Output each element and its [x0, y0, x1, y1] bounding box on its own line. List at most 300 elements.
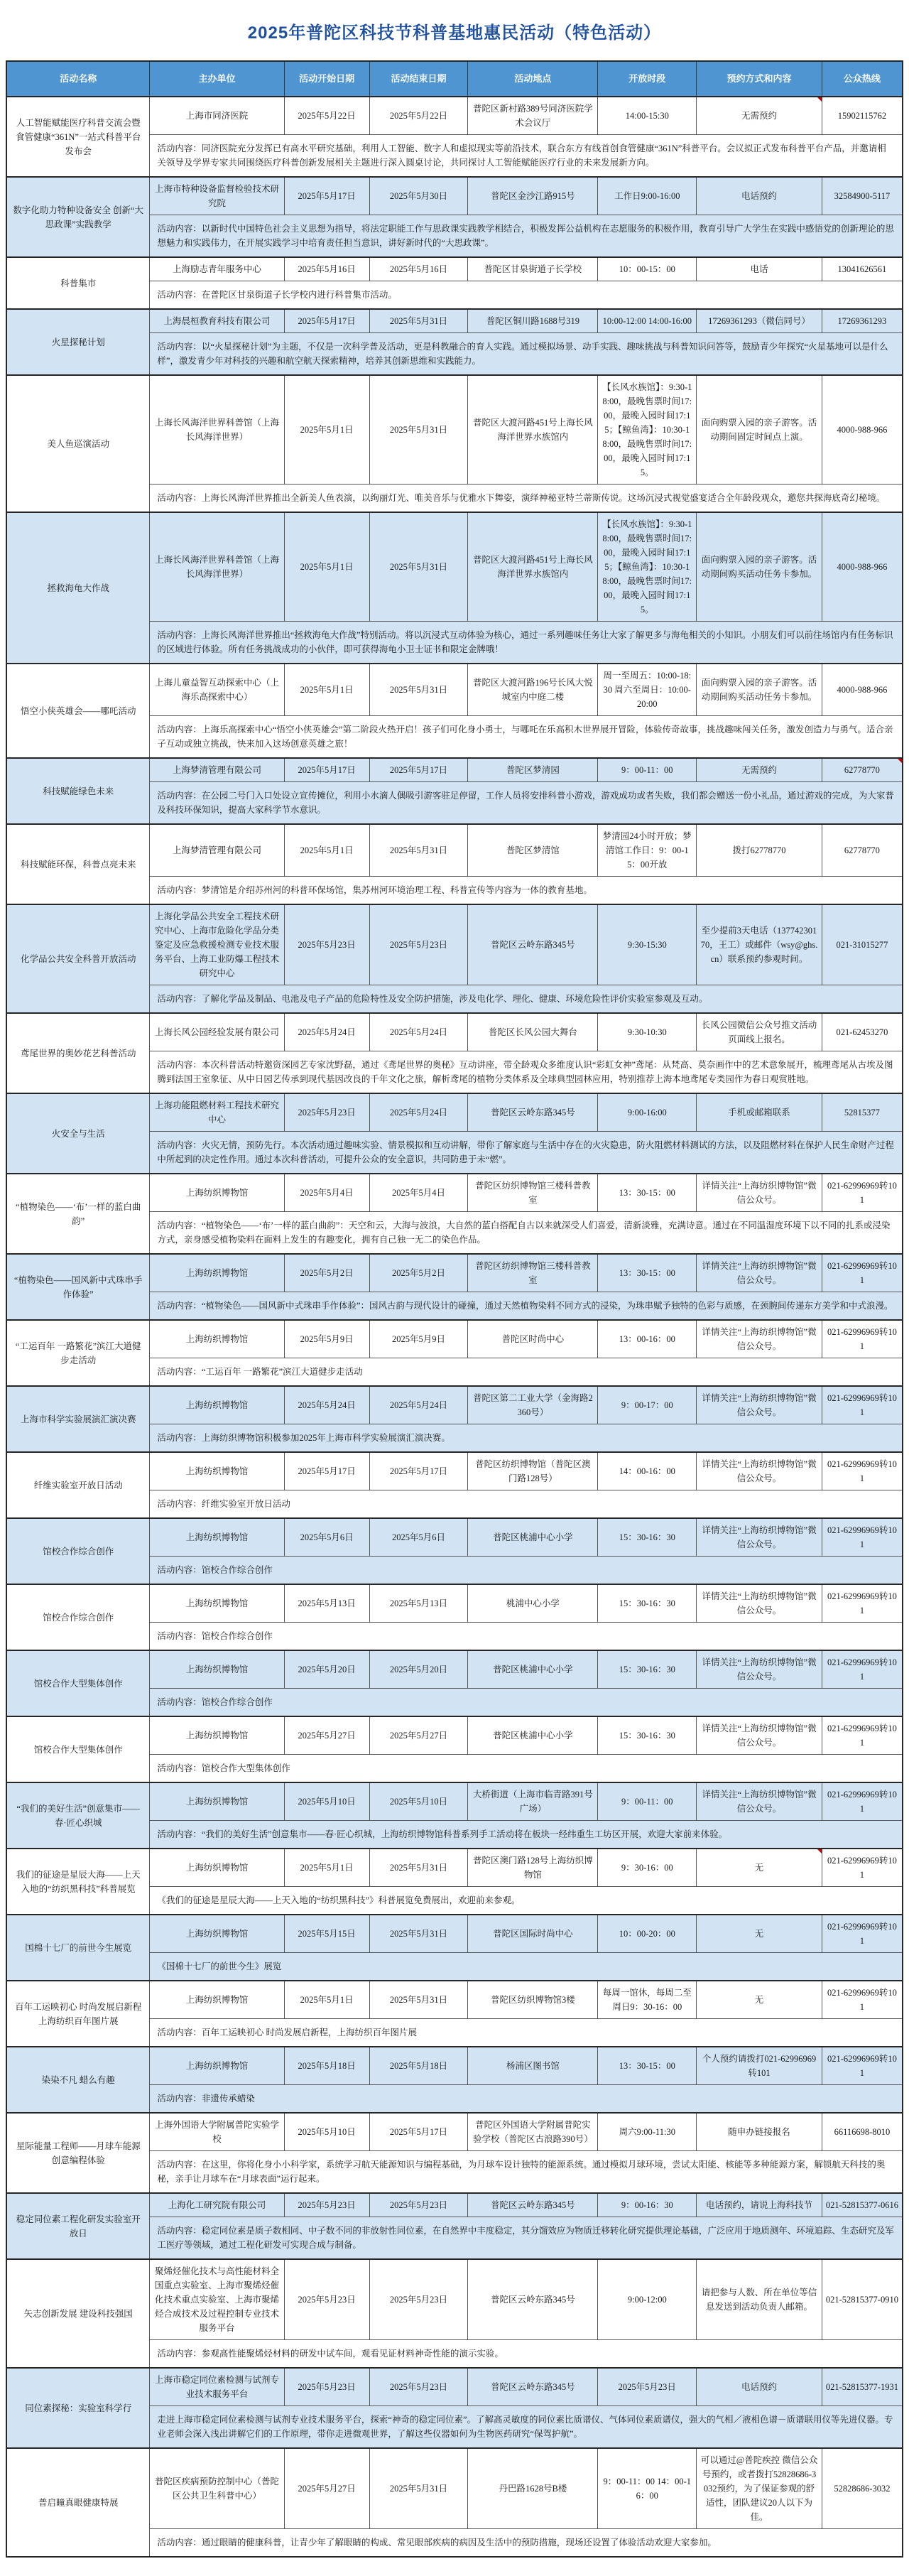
organizer-cell: 上海励志青年服务中心	[150, 257, 284, 281]
activity-content-cell: 活动内容：上海长风海洋世界推出“拯救海龟大作战”特别活动。将以沉浸式互动体验为核心，通过一系列趣味任务让大家了解更多与海龟相关的小知识。小朋友们可以前往场馆内有任务标识的区域进行体验。所有任务挑战成功的小伙伴，即可获得海龟小卫士证书和限定金牌哦！	[150, 622, 903, 664]
end-date-cell: 2025年5月23日	[369, 2259, 468, 2340]
booking-cell: 详情关注“上海纺织博物馆”微信公众号。	[697, 1320, 822, 1358]
hotline-cell: 66116698-8010	[822, 2113, 903, 2151]
start-date-cell: 2025年5月18日	[284, 2047, 369, 2085]
activity-name-cell: 染染不凡 蜡么有趣	[6, 2047, 150, 2113]
organizer-cell: 上海纺织博物馆	[150, 1320, 284, 1358]
open-hours-cell: 周六9:00-11:30	[598, 2113, 697, 2151]
activity-name-cell: 悟空小侠英雄会——哪吒活动	[6, 664, 150, 758]
activity-content-cell: 活动内容：了解化学品及制品、电池及电子产品的危险特性及安全防护措施，涉及电化学、理化、健康、环境危险性评价实验室参观及互动。	[150, 985, 903, 1014]
page-title: 2025年普陀区科技节科普基地惠民活动（特色活动）	[247, 23, 662, 43]
activity-content-cell: 活动内容：同济医院充分发挥已有高水平研究基础，利用人工智能、数字人和虚拟现实等前沿技术，联合东方有线首创食管健康“361N”科普平台。会议拟正式发布科普平台产品，并邀请相关领导及学界专家共同围绕医疗科普创新发展相关主题进行深入圆桌讨论，共同探讨人工智能赋能医疗行业的未来发展新方向。	[150, 135, 903, 178]
hotline-cell: 021-62996969转101	[822, 1915, 903, 1953]
activity-name-cell: 普启瞳真眼健康特展	[6, 2448, 150, 2557]
activity-name-cell: 化学品公共安全科普开放活动	[6, 904, 150, 1013]
organizer-cell: 上海梦清管理有限公司	[150, 824, 284, 877]
activity-name-cell: 纤维实验室开放日活动	[6, 1452, 150, 1518]
open-hours-cell: 9：00-11：00 14：00-16：00	[598, 2448, 697, 2529]
activity-content-cell: 活动内容：火灾无情，预防先行。本次活动通过趣味实验、情景模拟和互动讲解，带你了解家庭与生活中存在的火灾隐患，防火阻燃材料测试的方法，以及阻燃材料在保护人民生命财产过程中所起到的决定性作用。通过本次科普活动，可提升公众的安全意识，共同防患于未“燃”。	[150, 1132, 903, 1174]
activity-content-cell: 《国棉十七厂的前世今生》展览	[150, 1953, 903, 1981]
start-date-cell: 2025年5月17日	[284, 309, 369, 333]
start-date-cell: 2025年5月1日	[284, 375, 369, 485]
organizer-cell: 上海纺织博物馆	[150, 1782, 284, 1821]
activity-name-cell: 我们的征途是星辰大海——上天入地的“纺织黑科技”科普展览	[6, 1849, 150, 1915]
organizer-cell: 聚烯烃催化技术与高性能材料全国重点实验室、上海市聚烯烃催化技术重点实验室、上海市聚烯烃合成技术及过程控制专业技术服务平台	[150, 2259, 284, 2340]
start-date-cell: 2025年5月9日	[284, 1320, 369, 1358]
hotline-cell: 021-62996969转101	[822, 1650, 903, 1689]
end-date-cell: 2025年5月18日	[369, 2047, 468, 2085]
activity-row	[6, 1716, 903, 1755]
location-cell: 桃浦中心小学	[468, 1584, 598, 1623]
activity-name-cell: “我们的美好生活”创意集市——春·匠心织城	[6, 1782, 150, 1849]
activity-name-cell: “工运百年 一路繁花”滨江大道健步走活动	[6, 1320, 150, 1386]
end-date-cell: 2025年5月27日	[369, 1716, 468, 1755]
organizer-cell: 上海纺织博物馆	[150, 1386, 284, 1424]
activity-content-cell: 活动内容：在普陀区甘泉街道子长学校内进行科普集市活动。	[150, 281, 903, 310]
booking-cell: 详情关注“上海纺织博物馆”微信公众号。	[697, 1452, 822, 1490]
activity-content-cell: 活动内容：“工运百年 一路繁花”滨江大道健步走活动	[150, 1358, 903, 1387]
organizer-cell: 上海市特种设备监督检验技术研究院	[150, 177, 284, 215]
end-date-cell: 2025年5月24日	[369, 1093, 468, 1132]
location-cell: 杨浦区图书馆	[468, 2047, 598, 2085]
booking-cell: 详情关注“上海纺织博物馆”微信公众号。	[697, 1584, 822, 1623]
organizer-cell: 上海化学品公共安全工程技术研究中心、上海市危险化学品分类鉴定及应急救援检测专业技术服务平台、上海工业防爆工程技术研究中心	[150, 904, 284, 985]
activity-name-cell: 馆校合作大型集体创作	[6, 1650, 150, 1716]
activity-row	[6, 97, 903, 135]
end-date-cell: 2025年5月30日	[369, 177, 468, 215]
activity-name-cell: 同位素探秘：实验室科学行	[6, 2368, 150, 2448]
location-cell: 普陀区大渡河路451号上海长风海洋世界水族馆内	[468, 375, 598, 485]
organizer-cell: 上海纺织博物馆	[150, 1518, 284, 1557]
location-cell: 普陀区澳门路128号上海纺织博物馆	[468, 1849, 598, 1887]
col-header-end-date: 活动结束日期	[369, 61, 468, 97]
activity-content-cell: 活动内容：馆校合作综合创作	[150, 1623, 903, 1651]
open-hours-cell: 14：00-16：00	[598, 1452, 697, 1490]
start-date-cell: 2025年5月17日	[284, 758, 369, 782]
end-date-cell: 2025年5月31日	[369, 375, 468, 485]
end-date-cell: 2025年5月31日	[369, 664, 468, 716]
end-date-cell: 2025年5月31日	[369, 824, 468, 877]
activity-row	[6, 824, 903, 877]
open-hours-cell: 13：30-15：00	[598, 2047, 697, 2085]
end-date-cell: 2025年5月31日	[369, 309, 468, 333]
activity-content-cell: 活动内容：以新时代中国特色社会主义思想为指导，将法定职能工作与思政课实践教学相结合，积极发挥公益机构在志愿服务的积极作用，教育引导广大学生在实践中感悟党的创新理论的思想魅力和实践伟力，在开展实践学习中培育责任担当意识，讲好新时代的“大思政课”。	[150, 215, 903, 258]
hotline-cell: 4000-988-966	[822, 375, 903, 485]
organizer-cell: 上海纺织博物馆	[150, 1254, 284, 1292]
booking-cell: 无需预约	[697, 758, 822, 782]
hotline-cell: 021-62996969转101	[822, 1849, 903, 1887]
hotline-cell: 15902115762	[822, 97, 903, 135]
activity-content-cell: 活动内容：上海长风海洋世界推出全新美人鱼表演，以绚丽灯光、唯美音乐与优雅水下舞姿，演绎神秘亚特兰蒂斯传说。这场沉浸式视觉盛宴适合全年龄段观众，邀您共探海底奇幻秘境。	[150, 485, 903, 513]
activity-row	[6, 2047, 903, 2085]
start-date-cell: 2025年5月10日	[284, 2113, 369, 2151]
organizer-cell: 上海化工研究院有限公司	[150, 2193, 284, 2217]
activity-content-cell: 活动内容：以“火星探秘计划”为主题，不仅是一次科学普及活动，更是科教融合的育人实践。通过模拟场景、动手实践、趣味挑战与科普知识问答等，鼓励青少年探究“火星基地可以是什么样”，激发青少年对科技的兴趣和航空航天探索精神，培养其创新思维和实践能力。	[150, 333, 903, 376]
activity-content-cell: 活动内容：参观高性能聚烯烃材料的研发中试车间，观看见证材料神奇性能的演示实验。	[150, 2340, 903, 2369]
booking-cell: 电话预约	[697, 2368, 822, 2406]
activity-row	[6, 2368, 903, 2406]
activity-row	[6, 1174, 903, 1212]
hotline-cell: 021-62996969转101	[822, 1782, 903, 1821]
hotline-cell: 52828686-3032	[822, 2448, 903, 2529]
location-cell: 丹巴路1628号B楼	[468, 2448, 598, 2529]
col-header-activity-name: 活动名称	[6, 61, 150, 97]
organizer-cell: 上海长风海洋世界科普馆（上海长风海洋世界）	[150, 512, 284, 622]
activity-row	[6, 257, 903, 281]
activity-content-cell: 活动内容：上海纺织博物馆积极参加2025年上海市科学实验展演汇演决赛。	[150, 1424, 903, 1453]
activity-row	[6, 1849, 903, 1887]
booking-cell: 至少提前3天电话（13774230170，王工）或邮件（wsy@ghs.cn）联系预约参观时间。	[697, 904, 822, 985]
booking-cell: 详情关注“上海纺织博物馆”微信公众号。	[697, 1518, 822, 1557]
booking-cell: 长风公园微信公众号推文活动页面线上报名。	[697, 1013, 822, 1051]
activity-name-cell: 火安全与生活	[6, 1093, 150, 1174]
hotline-cell: 021-62996969转101	[822, 2047, 903, 2085]
hotline-cell: 17269361293	[822, 309, 903, 333]
open-hours-cell: 15：30-16：30	[598, 1518, 697, 1557]
activity-name-cell: 火星探秘计划	[6, 309, 150, 375]
hotline-cell: 62778770	[822, 758, 903, 782]
activity-content-cell: 活动内容：非遗传承蜡染	[150, 2085, 903, 2114]
booking-cell: 个人预约请拨打021-62996969转101	[697, 2047, 822, 2085]
open-hours-cell: 9：00-11：00	[598, 758, 697, 782]
organizer-cell: 上海纺织博物馆	[150, 1915, 284, 1953]
organizer-cell: 上海长风公园经验发展有限公司	[150, 1013, 284, 1051]
activity-content-cell: 活动内容：馆校合作综合创作	[150, 1557, 903, 1585]
end-date-cell: 2025年5月6日	[369, 1518, 468, 1557]
start-date-cell: 2025年5月24日	[284, 1386, 369, 1424]
booking-cell: 可以通过@普陀疾控 微信公众号预约，或者拨打52828686-3032预约，为了保证参观的舒适性，团队建议20人以下为佳。	[697, 2448, 822, 2529]
activity-name-cell: 上海市科学实验展演汇演决赛	[6, 1386, 150, 1452]
activity-name-cell: 馆校合作大型集体创作	[6, 1716, 150, 1782]
open-hours-cell: 9：00-11：00	[598, 1782, 697, 1821]
end-date-cell: 2025年5月24日	[369, 1013, 468, 1051]
end-date-cell: 2025年5月31日	[369, 1849, 468, 1887]
activity-content-cell: 活动内容：梦清馆是介绍苏州河的科普环保场馆，集苏州河环境治理工程、科普宣传等内容为一体的教育基地。	[150, 877, 903, 905]
activity-row	[6, 1518, 903, 1557]
start-date-cell: 2025年5月27日	[284, 1716, 369, 1755]
start-date-cell: 2025年5月24日	[284, 1013, 369, 1051]
start-date-cell: 2025年5月10日	[284, 1782, 369, 1821]
open-hours-cell: 9：00-17：00	[598, 1386, 697, 1424]
start-date-cell: 2025年5月23日	[284, 1093, 369, 1132]
open-hours-cell: 9:00-16:00	[598, 1093, 697, 1132]
open-hours-cell: 9：00-16：30	[598, 2193, 697, 2217]
booking-cell: 详情关注“上海纺织博物馆”微信公众号。	[697, 1716, 822, 1755]
location-cell: 普陀区新村路389号同济医院学术会议厅	[468, 97, 598, 135]
end-date-cell: 2025年5月13日	[369, 1584, 468, 1623]
hotline-cell: 62778770	[822, 824, 903, 877]
open-hours-cell: 10:00-12:00 14:00-16:00	[598, 309, 697, 333]
activity-row	[6, 375, 903, 485]
organizer-cell: 普陀区疾病预防控制中心（普陀区公共卫生科普中心）	[150, 2448, 284, 2529]
location-cell: 普陀区外国语大学附属普陀实验学校（普陀区古浪路390号）	[468, 2113, 598, 2151]
hotline-cell: 32584900-5117	[822, 177, 903, 215]
activity-name-cell: 馆校合作综合创作	[6, 1518, 150, 1584]
end-date-cell: 2025年5月31日	[369, 2448, 468, 2529]
start-date-cell: 2025年5月6日	[284, 1518, 369, 1557]
start-date-cell: 2025年5月1日	[284, 512, 369, 622]
open-hours-cell: 【长风水族馆】：9:30-18:00，最晚售票时间17:00，最晚入园时间17:15；【鲸鱼湾】：10:30-18:00，最晚售票时间17:00，最晚入园时间17:15。	[598, 375, 697, 485]
end-date-cell: 2025年5月22日	[369, 97, 468, 135]
start-date-cell: 2025年5月1日	[284, 1849, 369, 1887]
open-hours-cell: 每周一馆休，每周二至周日9：30-16：00	[598, 1981, 697, 2019]
activity-row	[6, 177, 903, 215]
hotline-cell: 021-62996969转101	[822, 1174, 903, 1212]
hotline-cell: 021-62996969转101	[822, 1254, 903, 1292]
location-cell: 普陀区桃浦中心小学	[468, 1518, 598, 1557]
end-date-cell: 2025年5月4日	[369, 1174, 468, 1212]
activity-content-cell: 活动内容：在公园二号门入口处设立宣传摊位，利用小水滴人偶吸引游客驻足停留，工作人员将安排科普小游戏，游戏成功或者失败，我们都会赠送一份小礼品，通过游戏的完成，为大家普及科技环保知识，提高大家科学节水意识。	[150, 782, 903, 825]
col-header-start-date: 活动开始日期	[284, 61, 369, 97]
activity-name-cell: 美人鱼巡演活动	[6, 375, 150, 512]
location-cell: 普陀区大渡河路196号长风大悦城室内中庭二楼	[468, 664, 598, 716]
organizer-cell: 上海儿童益智互动探索中心（上海乐高探索中心）	[150, 664, 284, 716]
table-header	[6, 61, 903, 97]
activities-table	[6, 60, 903, 2558]
hotline-cell: 4000-988-966	[822, 512, 903, 622]
start-date-cell: 2025年5月4日	[284, 1174, 369, 1212]
location-cell: 普陀区金沙江路915号	[468, 177, 598, 215]
end-date-cell: 2025年5月10日	[369, 1782, 468, 1821]
activity-row	[6, 1782, 903, 1821]
start-date-cell: 2025年5月27日	[284, 2448, 369, 2529]
location-cell: 普陀区云岭东路345号	[468, 904, 598, 985]
booking-cell: 电话预约	[697, 177, 822, 215]
organizer-cell: 上海纺织博物馆	[150, 1650, 284, 1689]
booking-cell: 请把参与人数、所在单位等信息发送到活动负责人邮箱。	[697, 2259, 822, 2340]
hotline-cell: 021-62996969转101	[822, 1981, 903, 2019]
start-date-cell: 2025年5月15日	[284, 1915, 369, 1953]
open-hours-cell: 9：30-16：00	[598, 1849, 697, 1887]
activity-row	[6, 1320, 903, 1358]
activity-name-cell: 科技赋能绿色未来	[6, 758, 150, 824]
location-cell: 普陀区梦清馆	[468, 824, 598, 877]
activity-content-cell: 活动内容：上海乐高探索中心“悟空小侠英雄会”第二阶段火热开启！孩子们可化身小勇士，与哪吒在乐高积木世界展开冒险，体验传奇故事，挑战趣味闯关任务，激发创造力与勇气。适合亲子互动或独立挑战，快来加入这场创意英雄之旅！	[150, 716, 903, 759]
end-date-cell: 2025年5月20日	[369, 1650, 468, 1689]
open-hours-cell: 9:30-15:30	[598, 904, 697, 985]
organizer-cell: 上海纺织博物馆	[150, 1584, 284, 1623]
open-hours-cell: 工作日9:00-16:00	[598, 177, 697, 215]
open-hours-cell: 14:00-15:30	[598, 97, 697, 135]
booking-cell: 详情关注“上海纺织博物馆”微信公众号。	[697, 1386, 822, 1424]
end-date-cell: 2025年5月2日	[369, 1254, 468, 1292]
organizer-cell: 上海功能阻燃材料工程技术研究中心	[150, 1093, 284, 1132]
location-cell: 普陀区云岭东路345号	[468, 2259, 598, 2340]
open-hours-cell: 13：30-15：00	[598, 1254, 697, 1292]
open-hours-cell: 13：30-15：00	[598, 1174, 697, 1212]
activity-row	[6, 1650, 903, 1689]
organizer-cell: 上海市稳定同位素检测与试剂专业技术服务平台	[150, 2368, 284, 2406]
end-date-cell: 2025年5月23日	[369, 2368, 468, 2406]
open-hours-cell: 10：00-20：00	[598, 1915, 697, 1953]
start-date-cell: 2025年5月23日	[284, 2193, 369, 2217]
booking-cell: 无	[697, 1981, 822, 2019]
activity-content-cell: 《我们的征途是星辰大海——上天入地的“纺织黑科技”》科普展览免费展出，欢迎前来参观。	[150, 1887, 903, 1915]
end-date-cell: 2025年5月17日	[369, 758, 468, 782]
end-date-cell: 2025年5月17日	[369, 1452, 468, 1490]
location-cell: 普陀区桃浦中心小学	[468, 1650, 598, 1689]
activity-content-cell: 走进上海市稳定同位素检测与试剂专业技术服务平台，探索“神奇的稳定同位素”。了解高灵敏度的同位素比质谱仪、气体同位素质谱仪，强大的气相／液相色谱－质谱联用仪等先进仪器。专业老师会深入浅出讲解它们的工作原理，带你走进微观世界，了解这些仪器如何为生物医药研究“保驾护航”。	[150, 2406, 903, 2449]
end-date-cell: 2025年5月31日	[369, 512, 468, 622]
end-date-cell: 2025年5月9日	[369, 1320, 468, 1358]
end-date-cell: 2025年5月24日	[369, 1386, 468, 1424]
activity-content-cell: 活动内容：通过眼睛的健康科普，让青少年了解眼睛的构成、常见眼部疾病的病因及生活中的预防措施，现场还设置了体验活动欢迎大家参加。	[150, 2529, 903, 2558]
activity-name-cell: 拯救海龟大作战	[6, 512, 150, 664]
booking-cell: 拨打62778770	[697, 824, 822, 877]
location-cell: 普陀区时尚中心	[468, 1320, 598, 1358]
organizer-cell: 上海外国语大学附属普陀实验学校	[150, 2113, 284, 2151]
organizer-cell: 上海纺织博物馆	[150, 1174, 284, 1212]
activity-content-cell: 活动内容：馆校合作大型集体创作	[150, 1755, 903, 1783]
open-hours-cell: 2025年5月23日	[598, 2368, 697, 2406]
booking-cell: 面向购票入园的亲子游客。活动期间购买活动任务卡参加。	[697, 512, 822, 622]
organizer-cell: 上海纺织博物馆	[150, 1716, 284, 1755]
col-header-booking: 预约方式和内容	[697, 61, 822, 97]
open-hours-cell: 15：30-16：30	[598, 1584, 697, 1623]
hotline-cell: 021-62996969转101	[822, 1452, 903, 1490]
end-date-cell: 2025年5月31日	[369, 1981, 468, 2019]
activity-row	[6, 2193, 903, 2217]
location-cell: 普陀区桃浦中心小学	[468, 1716, 598, 1755]
table-body	[6, 97, 903, 2557]
activity-content-cell: 活动内容：“植物染色——国风新中式珠串手作体验”：国风古韵与现代设计的碰撞，通过天然植物染料不同方式的浸染，为珠串赋予独特的色彩与质感，在颈腕间传递东方美学和中式浪漫。	[150, 1292, 903, 1321]
activity-row	[6, 2448, 903, 2529]
start-date-cell: 2025年5月17日	[284, 1452, 369, 1490]
hotline-cell: 021-62996969转101	[822, 1716, 903, 1755]
open-hours-cell: 13：00-16：00	[598, 1320, 697, 1358]
location-cell: 普陀区国际时尚中心	[468, 1915, 598, 1953]
activity-content-cell: 活动内容：百年工运映初心 时尚发展启新程，上海纺织百年图片展	[150, 2019, 903, 2047]
booking-cell: 手机或邮箱联系	[697, 1093, 822, 1132]
booking-cell: 详情关注“上海纺织博物馆”微信公众号。	[697, 1782, 822, 1821]
booking-cell: 17269361293（微信同号）	[697, 309, 822, 333]
booking-cell: 随申办链接报名	[697, 2113, 822, 2151]
activity-row	[6, 512, 903, 622]
activity-row	[6, 758, 903, 782]
start-date-cell: 2025年5月1日	[284, 824, 369, 877]
start-date-cell: 2025年5月17日	[284, 177, 369, 215]
booking-cell: 详情关注“上海纺织博物馆”微信公众号。	[697, 1650, 822, 1689]
activity-row	[6, 1981, 903, 2019]
activity-name-cell: 科普集市	[6, 257, 150, 309]
hotline-cell: 021-52815377-0910	[822, 2259, 903, 2340]
activity-row	[6, 904, 903, 985]
col-header-location: 活动地点	[468, 61, 598, 97]
activity-content-cell: 活动内容：“植物染色——‘布’一样的蓝白曲韵”：天空和云，大海与波浪，大自然的蓝白搭配自古以来就深受人们喜爱，清新淡雅，充满诗意。通过在不同温湿度环境下以不同的扎系或浸染方式，亲身感受植物染料在面料上发生的有趣变化，拥有自己独一无二的染色作品。	[150, 1212, 903, 1255]
location-cell: 大桥街道（上海市临青路391号广场）	[468, 1782, 598, 1821]
hotline-cell: 021-52815377-0616	[822, 2193, 903, 2217]
location-cell: 普陀区纺织博物馆三楼科普教室	[468, 1254, 598, 1292]
open-hours-cell: 9:30-10:30	[598, 1013, 697, 1051]
activity-row	[6, 2259, 903, 2340]
booking-cell: 无需预约	[697, 97, 822, 135]
activity-name-cell: 馆校合作综合创作	[6, 1584, 150, 1650]
start-date-cell: 2025年5月2日	[284, 1254, 369, 1292]
location-cell: 普陀区铜川路1688号319	[468, 309, 598, 333]
activity-row	[6, 1452, 903, 1490]
activity-name-cell: 数字化助力特种设备安全 创新“大思政课”实践教学	[6, 177, 150, 257]
activity-name-cell: 百年工运映初心 时尚发展启新程 上海纺织百年图片展	[6, 1981, 150, 2047]
open-hours-cell: 9:00-12:00	[598, 2259, 697, 2340]
activity-name-cell: “植物染色——国风新中式珠串手作体验”	[6, 1254, 150, 1320]
start-date-cell: 2025年5月22日	[284, 97, 369, 135]
location-cell: 普陀区第二工业大学（金海路2360号）	[468, 1386, 598, 1424]
hotline-cell: 021-62996969转101	[822, 1320, 903, 1358]
activity-content-cell: 活动内容：在这里，你将化身小小科学家，系统学习航天能源知识与编程基础，为月球车设计独特的能源系统。通过模拟月球环境，尝试太阳能、核能等多种能源方案，解锁航天科技的奥秘，亲手让月球车在“月球表面”运行起来。	[150, 2151, 903, 2194]
booking-cell: 电话	[697, 257, 822, 281]
col-header-organizer: 主办单位	[150, 61, 284, 97]
location-cell: 普陀区云岭东路345号	[468, 2368, 598, 2406]
booking-cell: 面向购票入园的亲子游客。活动期间购买活动任务卡参加。	[697, 664, 822, 716]
organizer-cell: 上海市同济医院	[150, 97, 284, 135]
activity-name-cell: “植物染色——‘布’一样的蓝白曲韵”	[6, 1174, 150, 1254]
activity-name-cell: 稳定同位素工程化研发实验室开放日	[6, 2193, 150, 2259]
open-hours-cell: 梦清园24小时开放；梦清馆工作日：9：00-15：00开放	[598, 824, 697, 877]
end-date-cell: 2025年5月16日	[369, 257, 468, 281]
hotline-cell: 021-62996969转101	[822, 1584, 903, 1623]
booking-cell: 无	[697, 1915, 822, 1953]
activity-row	[6, 1386, 903, 1424]
location-cell: 普陀区纺织博物馆三楼科普教室	[468, 1174, 598, 1212]
open-hours-cell: 10：00-15：00	[598, 257, 697, 281]
activity-row	[6, 1915, 903, 1953]
hotline-cell: 4000-988-966	[822, 664, 903, 716]
activity-row	[6, 309, 903, 333]
booking-cell: 详情关注“上海纺织博物馆”微信公众号。	[697, 1254, 822, 1292]
activity-name-cell: 国棉十七厂的前世今生展览	[6, 1915, 150, 1981]
open-hours-cell: 【长风水族馆】：9:30-18:00，最晚售票时间17:00，最晚入园时间17:15；【鲸鱼湾】：10:30-18:00，最晚售票时间17:00，最晚入园时间17:15。	[598, 512, 697, 622]
location-cell: 普陀区甘泉街道子长学校	[468, 257, 598, 281]
start-date-cell: 2025年5月13日	[284, 1584, 369, 1623]
activity-row	[6, 1093, 903, 1132]
organizer-cell: 上海纺织博物馆	[150, 1849, 284, 1887]
end-date-cell: 2025年5月31日	[369, 1915, 468, 1953]
end-date-cell: 2025年5月17日	[369, 2113, 468, 2151]
hotline-cell: 021-52815377-1931	[822, 2368, 903, 2406]
organizer-cell: 上海晨桓教育科技有限公司	[150, 309, 284, 333]
location-cell: 普陀区大渡河路451号上海长风海洋世界水族馆内	[468, 512, 598, 622]
booking-cell: 面向购票入园的亲子游客。活动期间固定时间点上演。	[697, 375, 822, 485]
start-date-cell: 2025年5月23日	[284, 2368, 369, 2406]
start-date-cell: 2025年5月16日	[284, 257, 369, 281]
start-date-cell: 2025年5月23日	[284, 2259, 369, 2340]
open-hours-cell: 15：30-16：30	[598, 1716, 697, 1755]
activity-content-cell: 活动内容：馆校合作综合创作	[150, 1689, 903, 1717]
activity-row	[6, 1013, 903, 1051]
start-date-cell: 2025年5月20日	[284, 1650, 369, 1689]
activity-row	[6, 664, 903, 716]
booking-cell: 电话预约，请说上海科技节	[697, 2193, 822, 2217]
hotline-cell: 021-62996969转101	[822, 1518, 903, 1557]
organizer-cell: 上海梦清管理有限公司	[150, 758, 284, 782]
end-date-cell: 2025年5月23日	[369, 2193, 468, 2217]
start-date-cell: 2025年5月1日	[284, 664, 369, 716]
hotline-cell: 021-62453270	[822, 1013, 903, 1051]
col-header-hotline: 公众热线	[822, 61, 903, 97]
organizer-cell: 上海纺织博物馆	[150, 2047, 284, 2085]
location-cell: 普陀区纺织博物馆（普陀区澳门路128号）	[468, 1452, 598, 1490]
location-cell: 普陀区云岭东路345号	[468, 1093, 598, 1132]
organizer-cell: 上海纺织博物馆	[150, 1981, 284, 2019]
hotline-cell: 021-31015277	[822, 904, 903, 985]
location-cell: 普陀区长风公园大舞台	[468, 1013, 598, 1051]
hotline-cell: 52815377	[822, 1093, 903, 1132]
col-header-open-hours: 开放时段	[598, 61, 697, 97]
activity-content-cell: 活动内容：纤维实验室开放日活动	[150, 1490, 903, 1519]
start-date-cell: 2025年5月23日	[284, 904, 369, 985]
booking-cell: 详情关注“上海纺织博物馆”微信公众号。	[697, 1174, 822, 1212]
activity-row	[6, 1584, 903, 1623]
